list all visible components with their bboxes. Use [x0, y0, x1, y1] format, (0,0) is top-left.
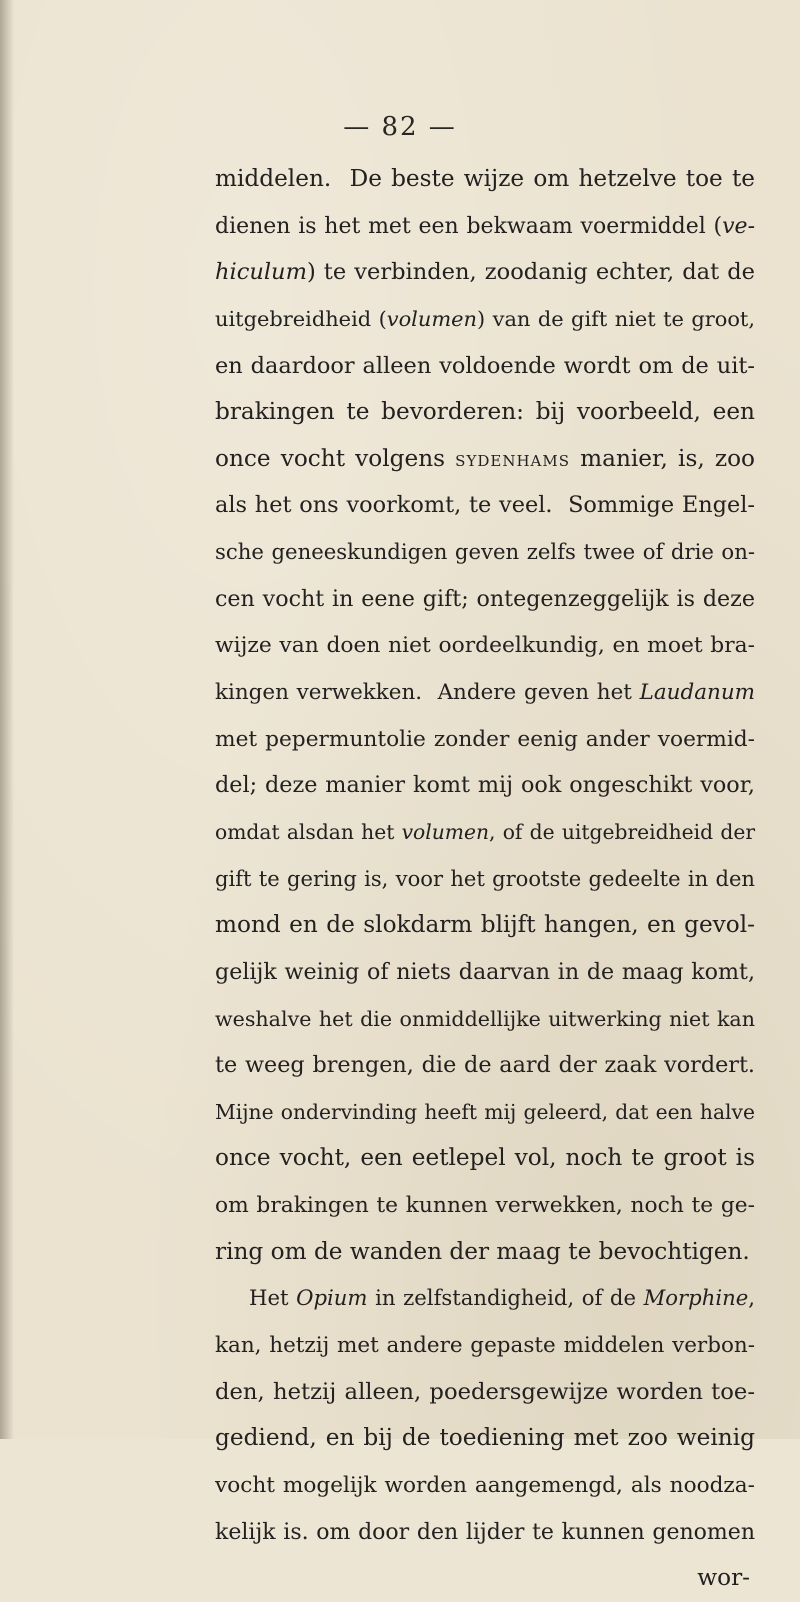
text-line: vocht mogelijk worden aangemengd, als noodza-: [215, 1472, 755, 1498]
text-line: cen vocht in eene gift; ontegenzeggelijk is deze: [215, 585, 755, 612]
text-line: met pepermuntolie zonder eenig ander voermid-: [215, 726, 755, 752]
text-line: once vocht, een eetlepel vol, noch te groot is: [215, 1144, 755, 1172]
text-line: middelen. De beste wijze om hetzelve toe te: [215, 165, 755, 192]
text-line: als het ons voorkomt, te veel. Sommige Engel-: [215, 492, 755, 519]
text-line: once vocht volgens sydenhams manier, is, zoo: [215, 444, 755, 472]
text-line: mond en de slokdarm blijft hangen, en gevol-: [215, 911, 755, 939]
paragraph-end-line: ring om de wanden der maag te bevochtigen.: [215, 1237, 750, 1265]
text-line: del; deze manier komt mij ook ongeschikt voor,: [215, 772, 755, 799]
text-line: om brakingen te kunnen verwekken, noch te ge-: [215, 1193, 755, 1219]
text-line: weshalve het die onmiddellijke uitwerking niet kan: [215, 1006, 755, 1031]
text-line: kingen verwekken. Andere geven het Laudanum: [215, 680, 755, 706]
text-line: kan, hetzij met andere gepaste middelen verbon-: [215, 1333, 755, 1359]
text-line: gelijk weinig of niets daarvan in de maag komt,: [215, 958, 755, 985]
body-text: [215, 156, 755, 1602]
page-number: — 82 —: [343, 112, 457, 142]
binding-shadow: [0, 0, 14, 1439]
text-line: kelijk is. om door den lijder te kunnen genomen: [215, 1519, 755, 1545]
text-line: dienen is het met een bekwaam voermiddel (ve-: [215, 213, 755, 239]
text-line: en daardoor alleen voldoende wordt om de uit-: [215, 352, 755, 379]
text-line: omdat alsdan het volumen, of de uitgebreidheid der: [215, 819, 756, 844]
text-line: gediend, en bij de toediening met zoo weinig: [215, 1424, 755, 1452]
text-line: Mijne ondervinding heeft mij geleerd, dat een halve: [215, 1099, 755, 1124]
text-line: uitgebreidheid (volumen) van de gift niet te groot,: [215, 306, 755, 331]
text-line: brakingen te bevorderen: bij voorbeeld, een: [215, 398, 755, 426]
text-line: gift te gering is, voor het grootste gedeelte in den: [215, 865, 755, 891]
text-line: hiculum) te verbinden, zoodanig echter, dat de: [215, 259, 755, 286]
text-line: sche geneeskundigen geven zelfs twee of drie on-: [215, 539, 755, 565]
text-line: den, hetzij alleen, poedersgewijze worden toe-: [215, 1378, 755, 1405]
text-line: te weeg brengen, die de aard der zaak vordert.: [215, 1052, 755, 1079]
catchword: wor-: [697, 1564, 750, 1592]
paragraph-start-line: Het Opium in zelfstandigheid, of de Morphine,: [249, 1285, 755, 1311]
text-line: wijze van doen niet oordeelkundig, en moet bra-: [215, 633, 755, 659]
